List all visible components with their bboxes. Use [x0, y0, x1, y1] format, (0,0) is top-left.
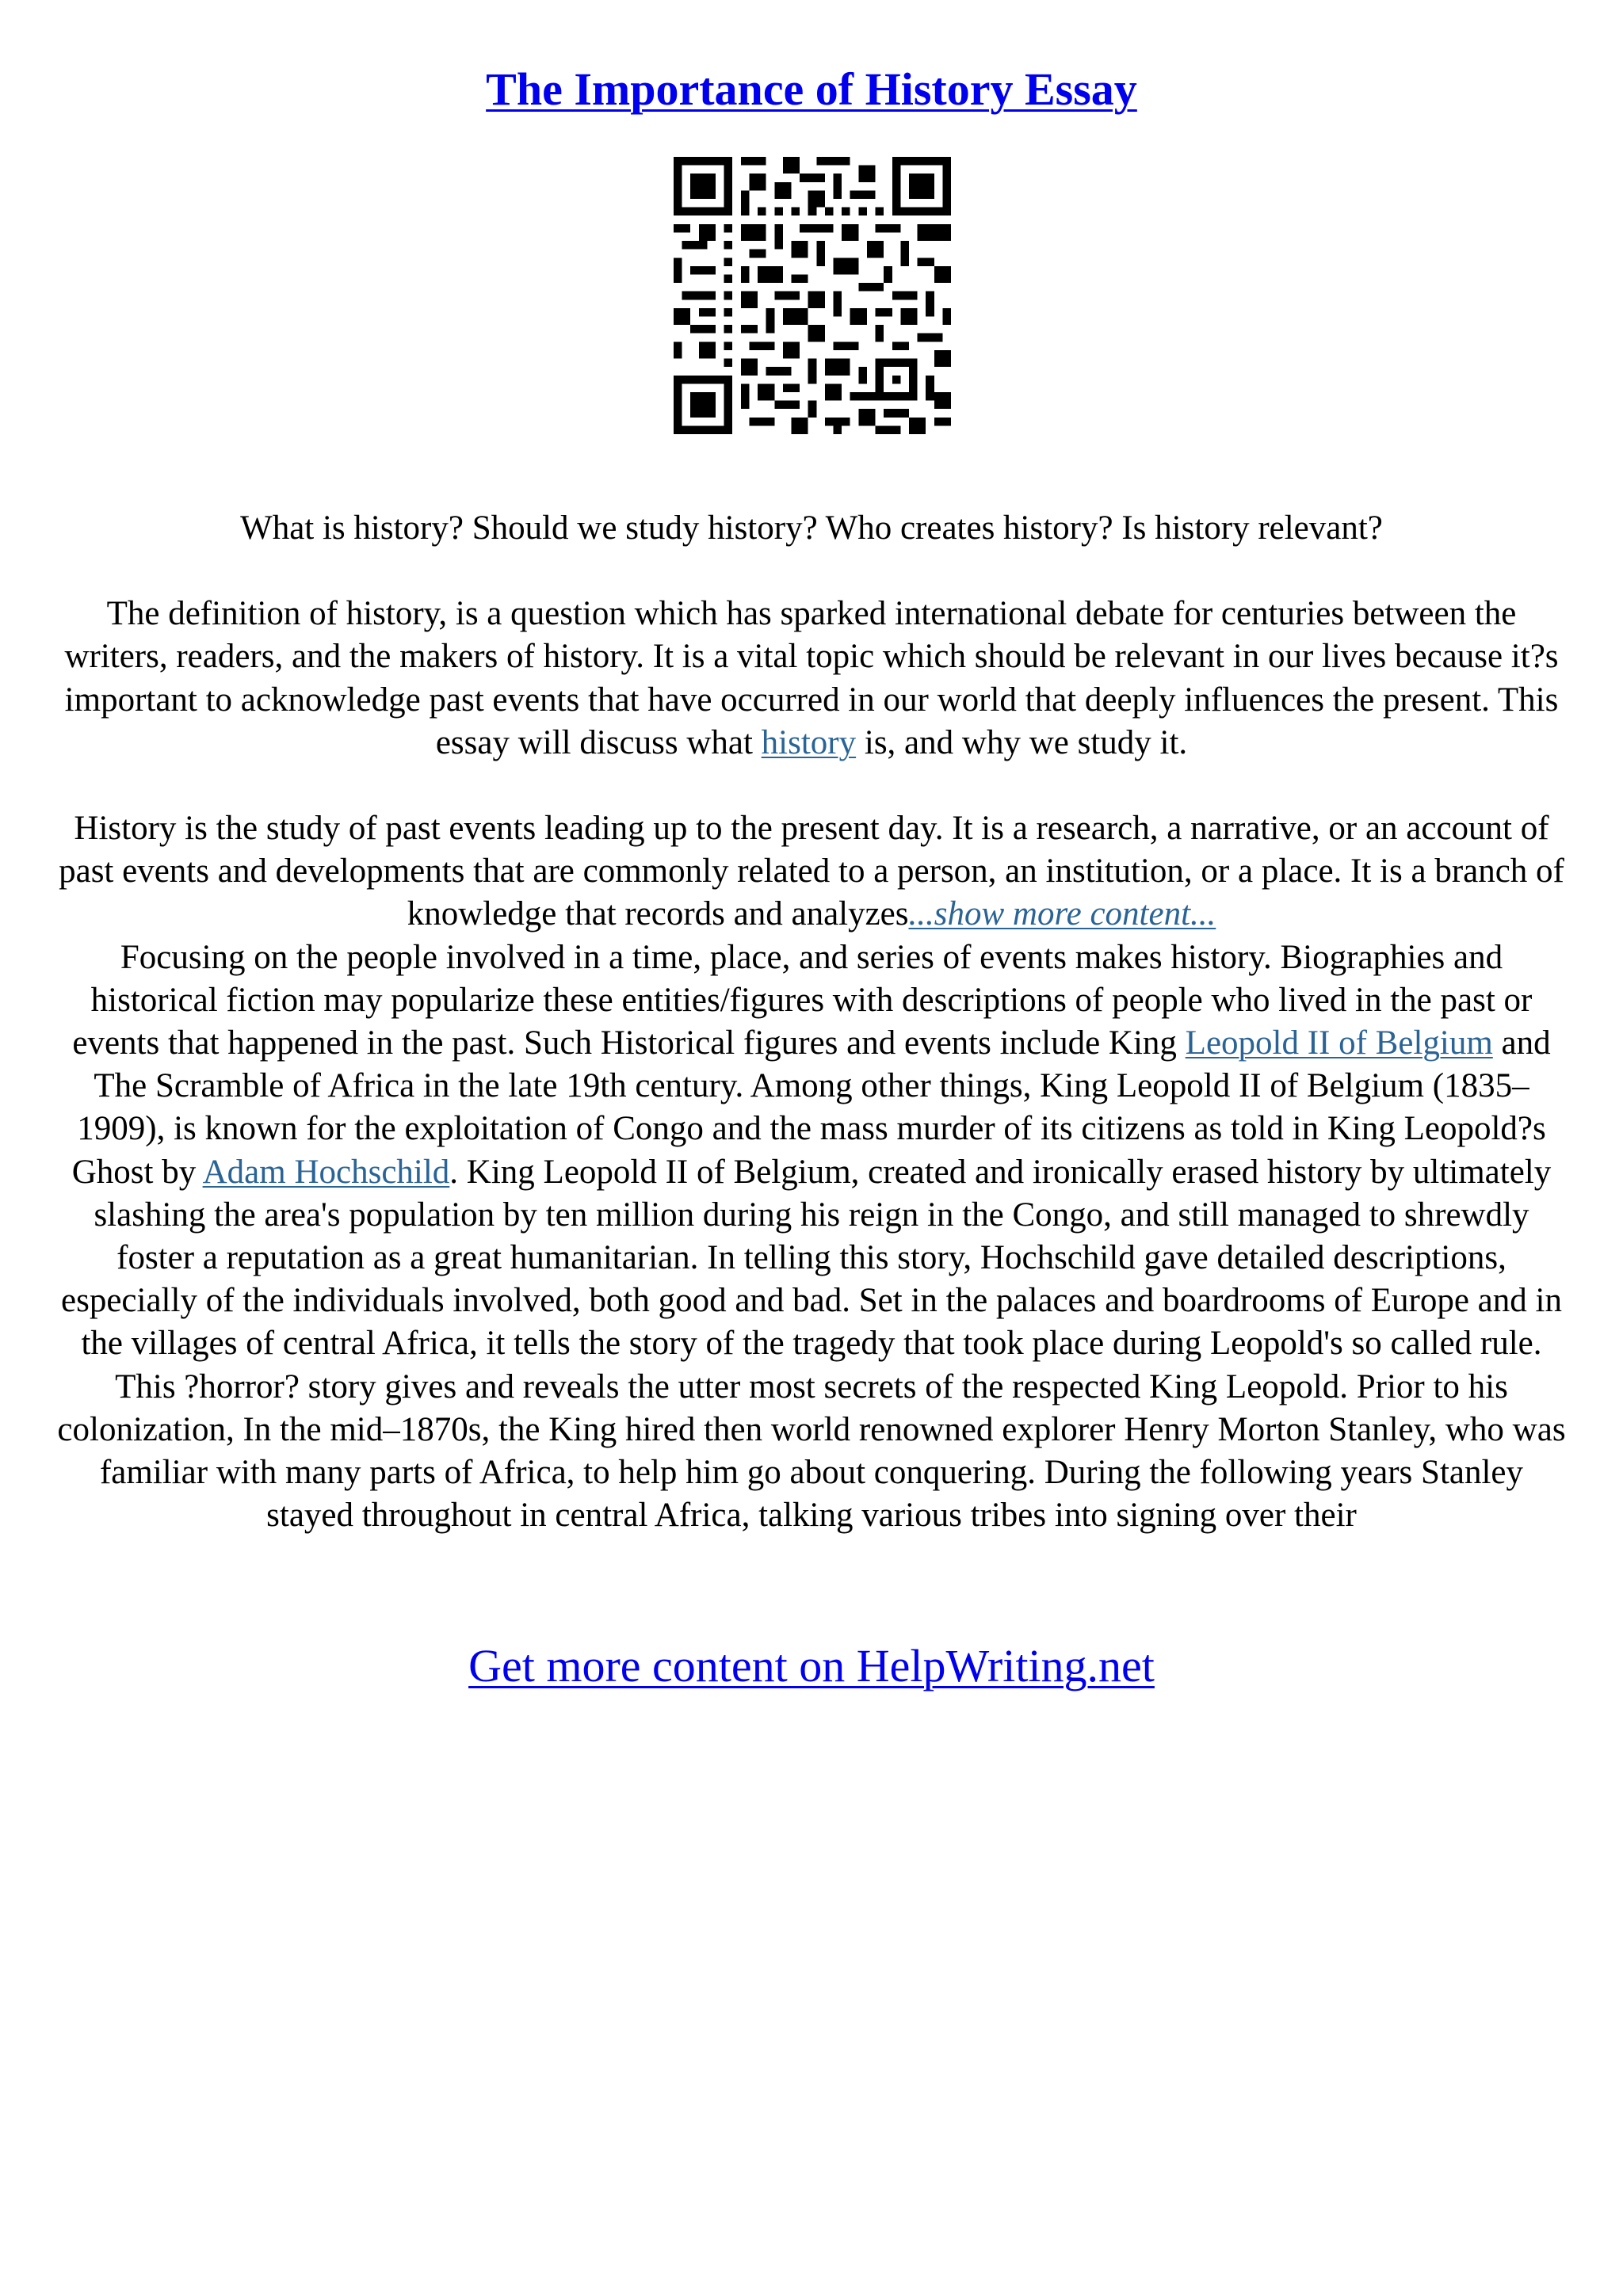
qr-code-icon [674, 157, 951, 434]
paragraph-gap [54, 765, 1569, 807]
leopold-link[interactable]: Leopold II of Belgium [1185, 1024, 1493, 1062]
definition-text: History is the study of past events leading up to the present day. It is a research, a narrative, or an account of past events and developments that are commonly related to a person, an institution, or a place. It is a branch of knowledge that records and analyzes [59, 810, 1564, 933]
intro-paragraph [54, 593, 1569, 765]
intro-text-end: is, and why we study it. [856, 723, 1188, 761]
show-more-link[interactable]: ...show more content... [908, 895, 1216, 933]
questions-paragraph: What is history? Should we study history? Who creates history? Is history relevant? [240, 509, 1383, 547]
history-link[interactable]: history [761, 723, 857, 761]
get-more-content-link[interactable]: Get more content on HelpWriting.net [468, 1640, 1155, 1691]
body-text-2: and The Scramble of Africa in the late 19th century. Among other things, King Leopold II of Belgium (1835–1909), is known for the exploitation of Congo and the mass murder of its citizens as told in King Leopold?s Ghost by [71, 1024, 1551, 1191]
title-link[interactable]: The Importance of History Essay [486, 63, 1137, 115]
page-title [0, 62, 1623, 117]
essay-content [54, 507, 1569, 1537]
body-text-3: . King Leopold II of Belgium, created and ironically erased history by ultimately slashing the area's population by ten million during his reign in the Congo, and still managed to shrewdly foster a reputation as a great humanitarian. In telling this story, Hochschild gave detailed descriptions, especially of the individuals involved, both good and bad. Set in the palaces and boardrooms of Europe and in the villages of central Africa, it tells the story of the tragedy that took place during Leopold's so called rule. This ?horror? story gives and reveals the utter most secrets of the respected King Leopold. Prior to his colonization, In the mid–1870s, the King hired then world renowned explorer Henry Morton Stanley, who was familiar with many parts of Africa, to help him go about conquering. During the following years Stanley stayed throughout in central Africa, talking various tribes into signing over their [57, 1153, 1566, 1535]
body-paragraph [54, 936, 1569, 1538]
hochschild-link[interactable]: Adam Hochschild [202, 1153, 450, 1191]
body-text-1: Focusing on the people involved in a time, place, and series of events makes history. Biographies and historical fiction may popularize these entities/figures with descriptions of people who lived in the past or events that happened in the past. Such Historical figures and events include King [72, 938, 1533, 1062]
definition-paragraph [54, 807, 1569, 936]
paragraph-gap [54, 550, 1569, 593]
footer [0, 1638, 1623, 1694]
intro-text: The definition of history, is a question which has sparked international debate for centuries between the writers, readers, and the makers of history. It is a vital topic which should be relevant in our lives because it?s important to acknowledge past events that have occurred in our world that deeply influences the present. This essay will discuss what [64, 595, 1559, 761]
